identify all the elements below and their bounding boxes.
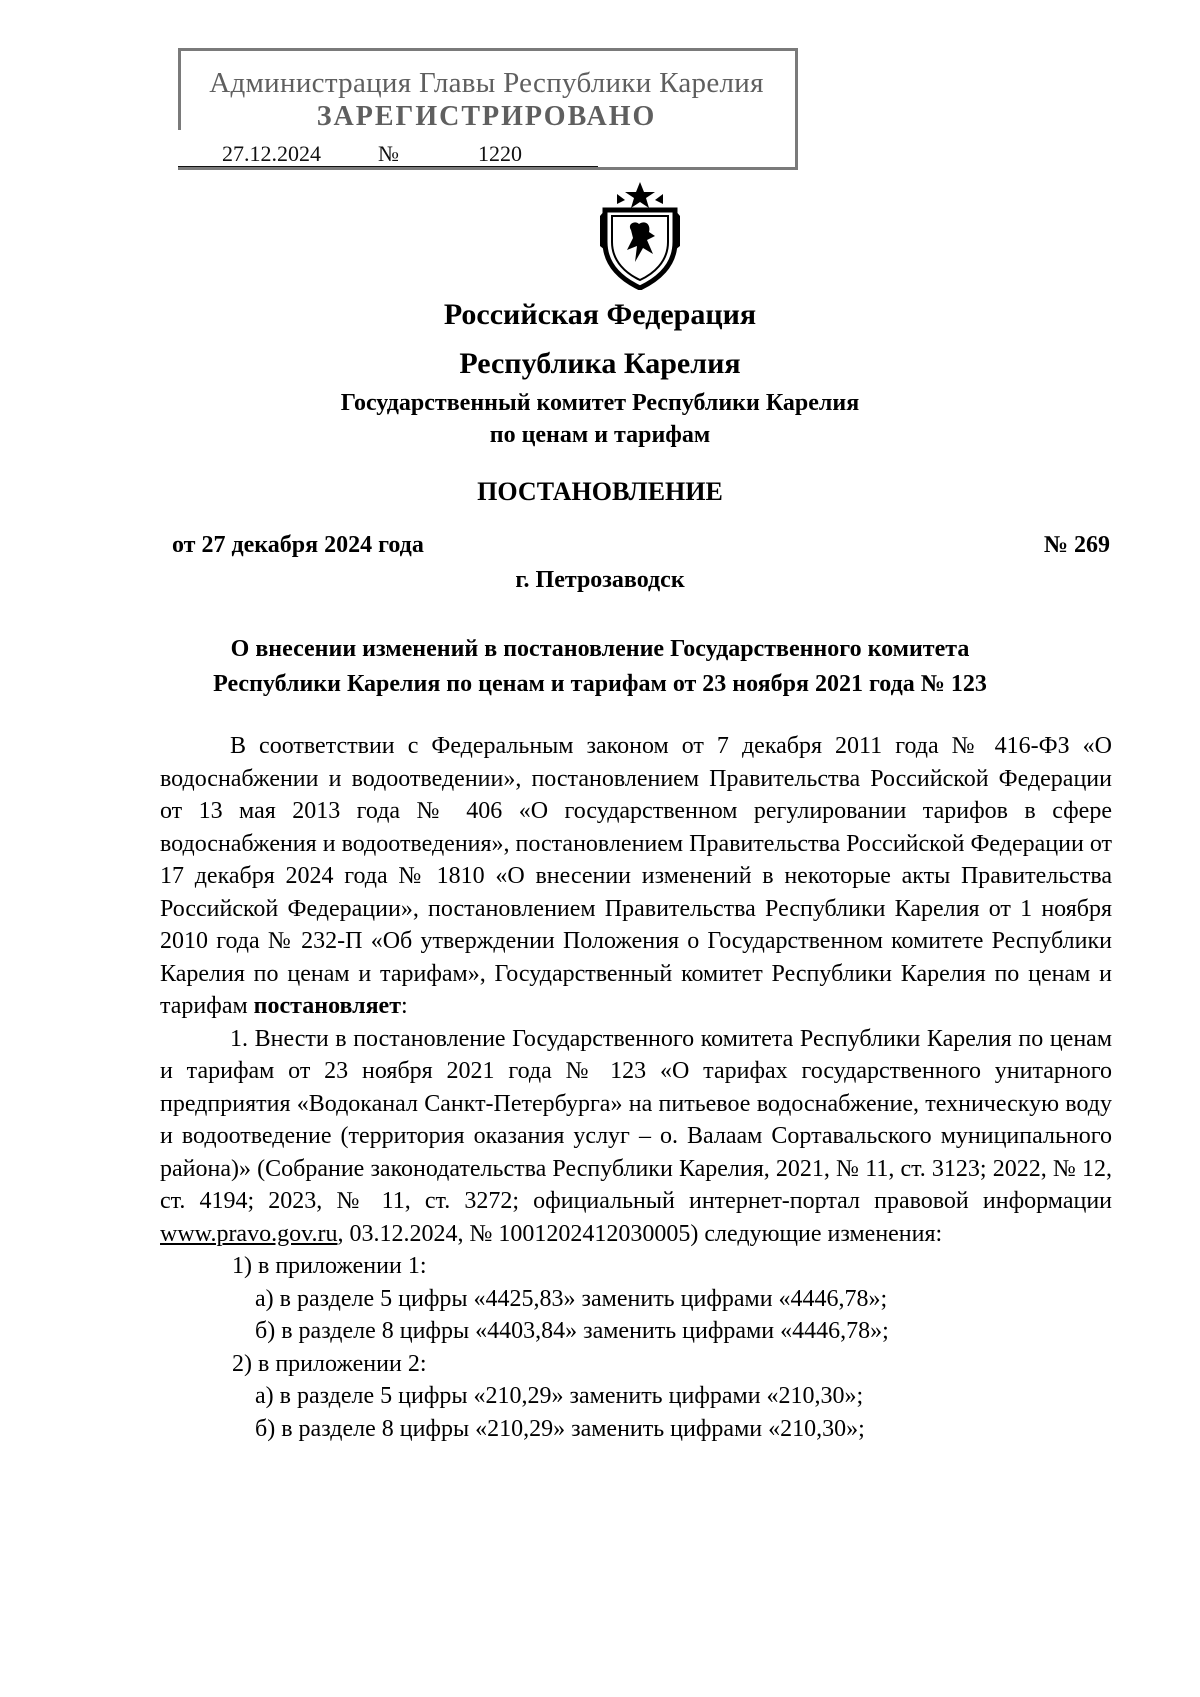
stamp-org: Администрация Главы Республики Карелия	[209, 67, 764, 99]
stamp-date: 27.12.2024	[222, 141, 321, 166]
stamp-status: ЗАРЕГИСТРИРОВАНО	[316, 101, 657, 132]
preamble-end: :	[401, 993, 408, 1019]
document-date: от 27 декабря 2024 года	[172, 532, 424, 558]
document-title-line2: Республики Карелия по ценам и тарифам от 23 ноября 2021 года № 123	[213, 671, 987, 697]
subitem-1a: а) в разделе 5 цифры «4425,83» заменить цифрами «4446,78»;	[255, 1285, 888, 1312]
committee-heading-line2: по ценам и тарифам	[489, 422, 711, 448]
subitem-2b: б) в разделе 8 цифры «210,29» заменить цифрами «210,30»;	[255, 1415, 865, 1442]
document-type: ПОСТАНОВЛЕНИЕ	[477, 477, 723, 506]
stamp-left-border	[178, 48, 181, 130]
karelia-coat-of-arms-icon	[595, 180, 685, 290]
stamp-registration-line	[178, 141, 598, 169]
subitem-2a: а) в разделе 5 цифры «210,29» заменить цифрами «210,30»;	[255, 1383, 864, 1409]
preamble-bold-word: постановляет	[253, 993, 401, 1019]
subitem-1b: б) в разделе 8 цифры «4403,84» заменить цифрами «4446,78»;	[255, 1318, 889, 1344]
preamble-paragraph	[160, 730, 1112, 1023]
item-1-end: , 03.12.2024, № 1001202412030005) следующие изменения:	[337, 1220, 943, 1247]
committee-heading-line1: Государственный комитет Республики Карелия	[340, 390, 860, 416]
document-body	[160, 730, 1112, 1445]
subitem-1: 1) в приложении 1:	[232, 1253, 427, 1279]
document-title-line1: О внесении изменений в постановление Государственного комитета	[230, 636, 970, 662]
registration-stamp	[178, 48, 798, 170]
document-city: г. Петрозаводск	[515, 567, 685, 593]
document-number: № 269	[1043, 532, 1110, 558]
stamp-number-sign: №	[378, 141, 399, 166]
subitem-2: 2) в приложении 2:	[232, 1350, 427, 1377]
item-1-paragraph	[160, 1023, 1112, 1251]
preamble-text: В соответствии с Федеральным законом от 7 декабря 2011 года № 416-ФЗ «О водоснабжении и водоотведении», постановлением Правительства Российской Федерации от 13 мая 2013 года № 406 «О государственном регулировании тарифов в сфере водоснабжения и водоотведения», постановлением Правительства Российской Федерации от 17 декабря 2024 года № 1810 «О внесении изменений в некоторые акты Правительства Российской Федерации», постановлением Правительства Республики Карелия от 1 ноября 2010 года № 232-П «Об утверждении Положения о Государственном комитете Республики Карелия по ценам и тарифам», Государственный комитет Республики Карелия по ценам и тарифам	[160, 733, 1112, 1019]
country-heading: Российская Федерация	[443, 298, 757, 331]
stamp-number: 1220	[478, 141, 522, 166]
republic-heading: Республика Карелия	[459, 347, 741, 380]
item-1-text: 1. Внести в постановление Государственного комитета Республики Карелия по ценам и тарифам от 23 ноября 2021 года № 123 «О тарифах государственного унитарного предприятия «Водоканал Санкт-Петербурга» на питьевое водоснабжение, техническую воду и водоотведение (территория оказания услуг – о. Валаам Сортавальского муниципального района)» (Собрание законодательства Республики Карелия, 2021, № 11, ст. 3123; 2022, № 12, ст. 4194; 2023, № 11, ст. 3272; официальный интернет-портал правовой информации	[160, 1025, 1112, 1214]
pravo-gov-link[interactable]: www.pravo.gov.ru	[160, 1220, 338, 1247]
